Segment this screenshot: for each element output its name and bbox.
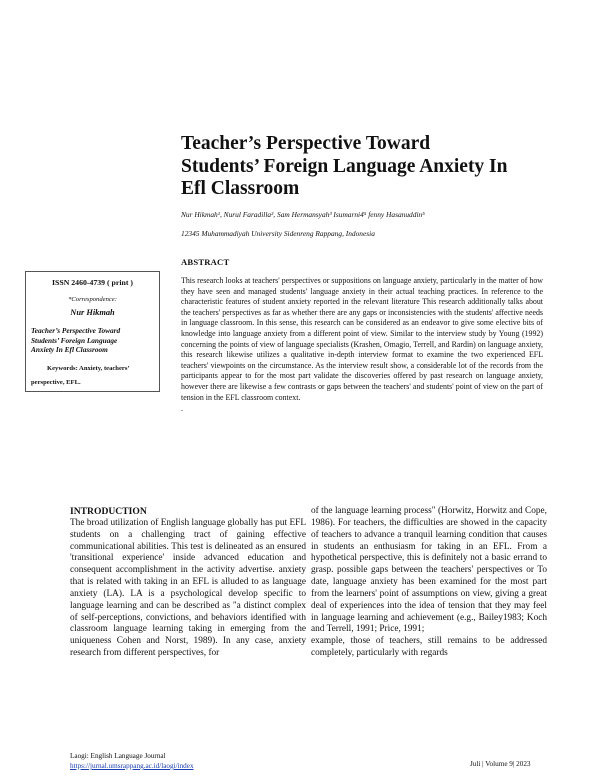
paper-title [181,133,561,201]
title-line: Students’ Foreign Language Anxiety In [181,155,508,177]
sidebar-title-line: Students’ Foreign Language [31,335,118,345]
footer-journal-link[interactable]: https://jurnal.umsrappang.ac.id/laogi/index [70,762,194,770]
introduction-heading: INTRODUCTION [70,506,147,517]
footer-issue-info: Juli | Volume 9| 2023 [470,760,531,768]
author-list: Nur Hikmah¹, Nurul Faradilla², Sam Hermansyah³ Isumarni4⁵ fenny Hasanuddin⁵ [181,210,425,219]
introduction-paragraph: of the language learning process" (Horwitz, Horwitz and Cope, 1986). For teachers, the difficulties are showed in the capacity of teachers to advance a tranquil learning condition that causes in students an enthusiasm for taking in an EFL. From a hypothetical perspective, this is definitely not a basic errand to grasp. possible gaps between the teachers' perspectives or To date, language anxiety has been examined for the most part from the learners' point of assumptions on view, giving a great deal of experiences into the idea of tension that they may feel in language learning and achievement (e.g., Bailey1983; Koch and Terrell, 1991; Price, 1991; [311,506,547,635]
sidebar-title-line: Teacher’s Perspective Toward [31,326,121,335]
affiliation: 12345 Muhammadiyah University Sidenreng Rappang, Indonesia [181,229,375,238]
article-info-box [25,271,160,392]
issn-label: ISSN 2460-4739 ( print ) [51,278,133,287]
abstract-text [181,276,543,413]
correspondence-label: *Correspondence: [68,296,117,303]
title-line: Efl Classroom [181,178,300,199]
sidebar-title-line: Anxiety In Efl Classroom [31,345,108,354]
keywords [31,362,159,389]
footer-journal-name: Laogi: English Language Journal [70,752,166,760]
correspondence-name: Nur Hikmah [70,308,115,317]
abstract-trailing-mark: . [181,404,183,414]
introduction-paragraph: example, those of teachers, still remains to be addressed completely, particularly with regards [311,636,547,659]
introduction-right-column [311,506,547,660]
introduction-left-column [70,506,306,660]
sidebar-article-title [31,326,156,355]
introduction-paragraph: The broad utilization of English language globally has put EFL students on a challenging tract of gaining effective communicational abilities. This test is delineated as an ensured 'transitional experience' inside advanced education and consequent accomplishment in the activity advertise. anxiety that is related with taking in an EFL is alluded to as language anxiety (LA). LA is a psychological develop specific to language learning and can be described as "a distinct complex of self-perceptions, convictions, and behaviors identified with classroom language learning taking in emerging from the uniqueness Cohen and Norst, 1989). In any case, anxiety research from different perspectives, for [70,517,306,659]
abstract-paragraph: This research looks at teachers' perspectives or suppositions on language anxiety, particularly in the matter of how they have seen and managed students' language anxiety in their actual teaching practices. In reference to the characteristic features of student anxiety reported in the relevant literature This research additionally talks about the teachers' perspectives as far as whether there are any gaps or inconsistencies with the students' affective needs in language classroom. In this sense, this research can be considered as an endeavor to give some elective bits of knowledge into language anxiety from a different point of view. Similar to the interview study by Young (1992) concerning the points of view of language specialists (Krashen, Omagio, Terrell, and Rardin) on language anxiety, this research likewise utilizes a qualitative in-depth interview format to examine the two experienced EFL teachers' viewpoints on the circumstance. As the interview result show, a considerable lot of the records from the participants appear to for the most part validate the discoveries offered by past research on language anxiety, however there are likewise a few contrasts or gaps between the teachers' and students' point of view on the part of tension in the EFL classroom context. [181,276,543,402]
abstract-heading: ABSTRACT [181,257,230,267]
title-line: Teacher’s Perspective Toward [181,133,431,154]
keywords-line: perspective, EFL. [31,378,81,386]
keywords-line: Keywords: Anxiety, teachers’ [47,365,130,372]
